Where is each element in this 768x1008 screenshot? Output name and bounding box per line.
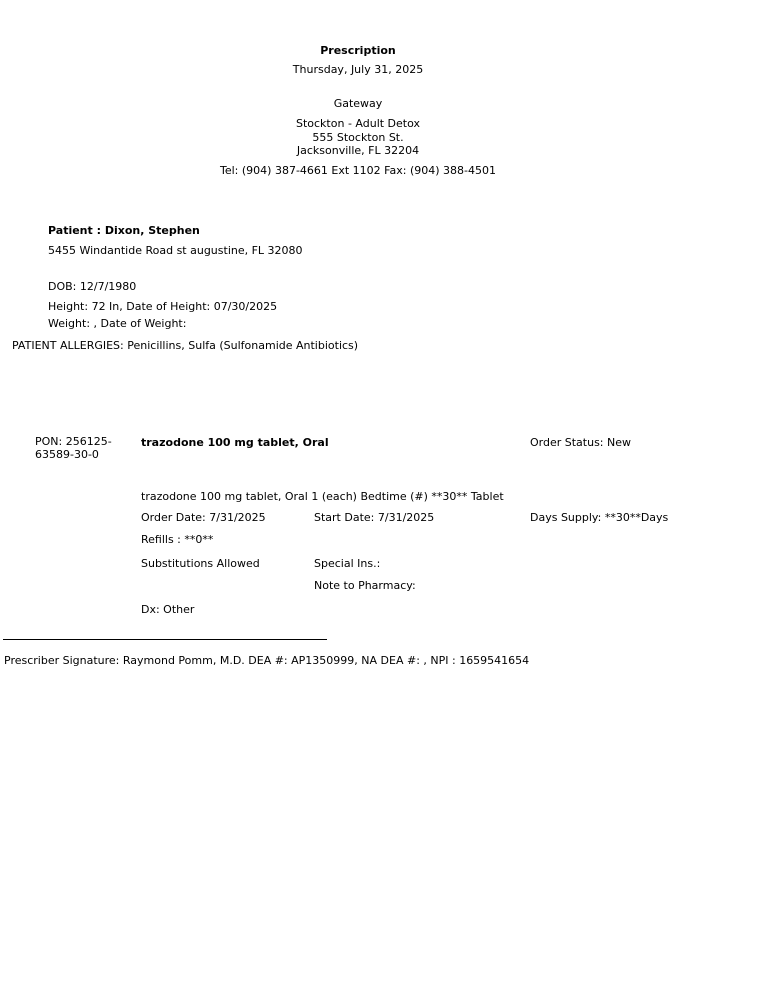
order-sig: trazodone 100 mg tablet, Oral 1 (each) Bedtime (#) **30** Tablet: [141, 490, 504, 503]
document-title: Prescription: [320, 44, 396, 57]
patient-dob: DOB: 12/7/1980: [48, 280, 137, 293]
special-instructions: Special Ins.:: [314, 557, 381, 570]
order-pon-line1: PON: 256125-: [35, 435, 112, 448]
note-to-pharmacy: Note to Pharmacy:: [314, 579, 416, 592]
patient-weight: Weight: , Date of Weight:: [48, 317, 187, 330]
patient-address: 5455 Windantide Road st augustine, FL 32080: [48, 244, 303, 257]
substitutions: Substitutions Allowed: [141, 557, 260, 570]
signature-line: [3, 639, 327, 640]
patient-allergies: PATIENT ALLERGIES: Penicillins, Sulfa (Sulfonamide Antibiotics): [12, 339, 359, 352]
order-pon-line2: 63589-30-0: [35, 448, 99, 461]
facility-city: Jacksonville, FL 32204: [296, 144, 420, 157]
diagnosis: Dx: Other: [141, 603, 195, 616]
document-date: Thursday, July 31, 2025: [292, 63, 424, 76]
patient-height: Height: 72 In, Date of Height: 07/30/2025: [48, 300, 278, 313]
drug-title: trazodone 100 mg tablet, Oral: [141, 436, 329, 449]
order-status: Order Status: New: [530, 436, 632, 449]
facility-name: Stockton - Adult Detox: [295, 117, 421, 130]
order-date: Order Date: 7/31/2025: [141, 511, 266, 524]
facility-street: 555 Stockton St.: [312, 131, 404, 144]
prescriber-signature: Prescriber Signature: Raymond Pomm, M.D. DEA #: AP1350999, NA DEA #: , NPI : 1659541654: [4, 654, 530, 667]
organization-name: Gateway: [333, 97, 383, 110]
facility-contact: Tel: (904) 387-4661 Ext 1102 Fax: (904) 388-4501: [220, 164, 496, 177]
patient-name: Patient : Dixon, Stephen: [48, 224, 200, 237]
start-date: Start Date: 7/31/2025: [314, 511, 435, 524]
days-supply: Days Supply: **30**Days: [530, 511, 669, 524]
refills: Refills : **0**: [141, 533, 214, 546]
